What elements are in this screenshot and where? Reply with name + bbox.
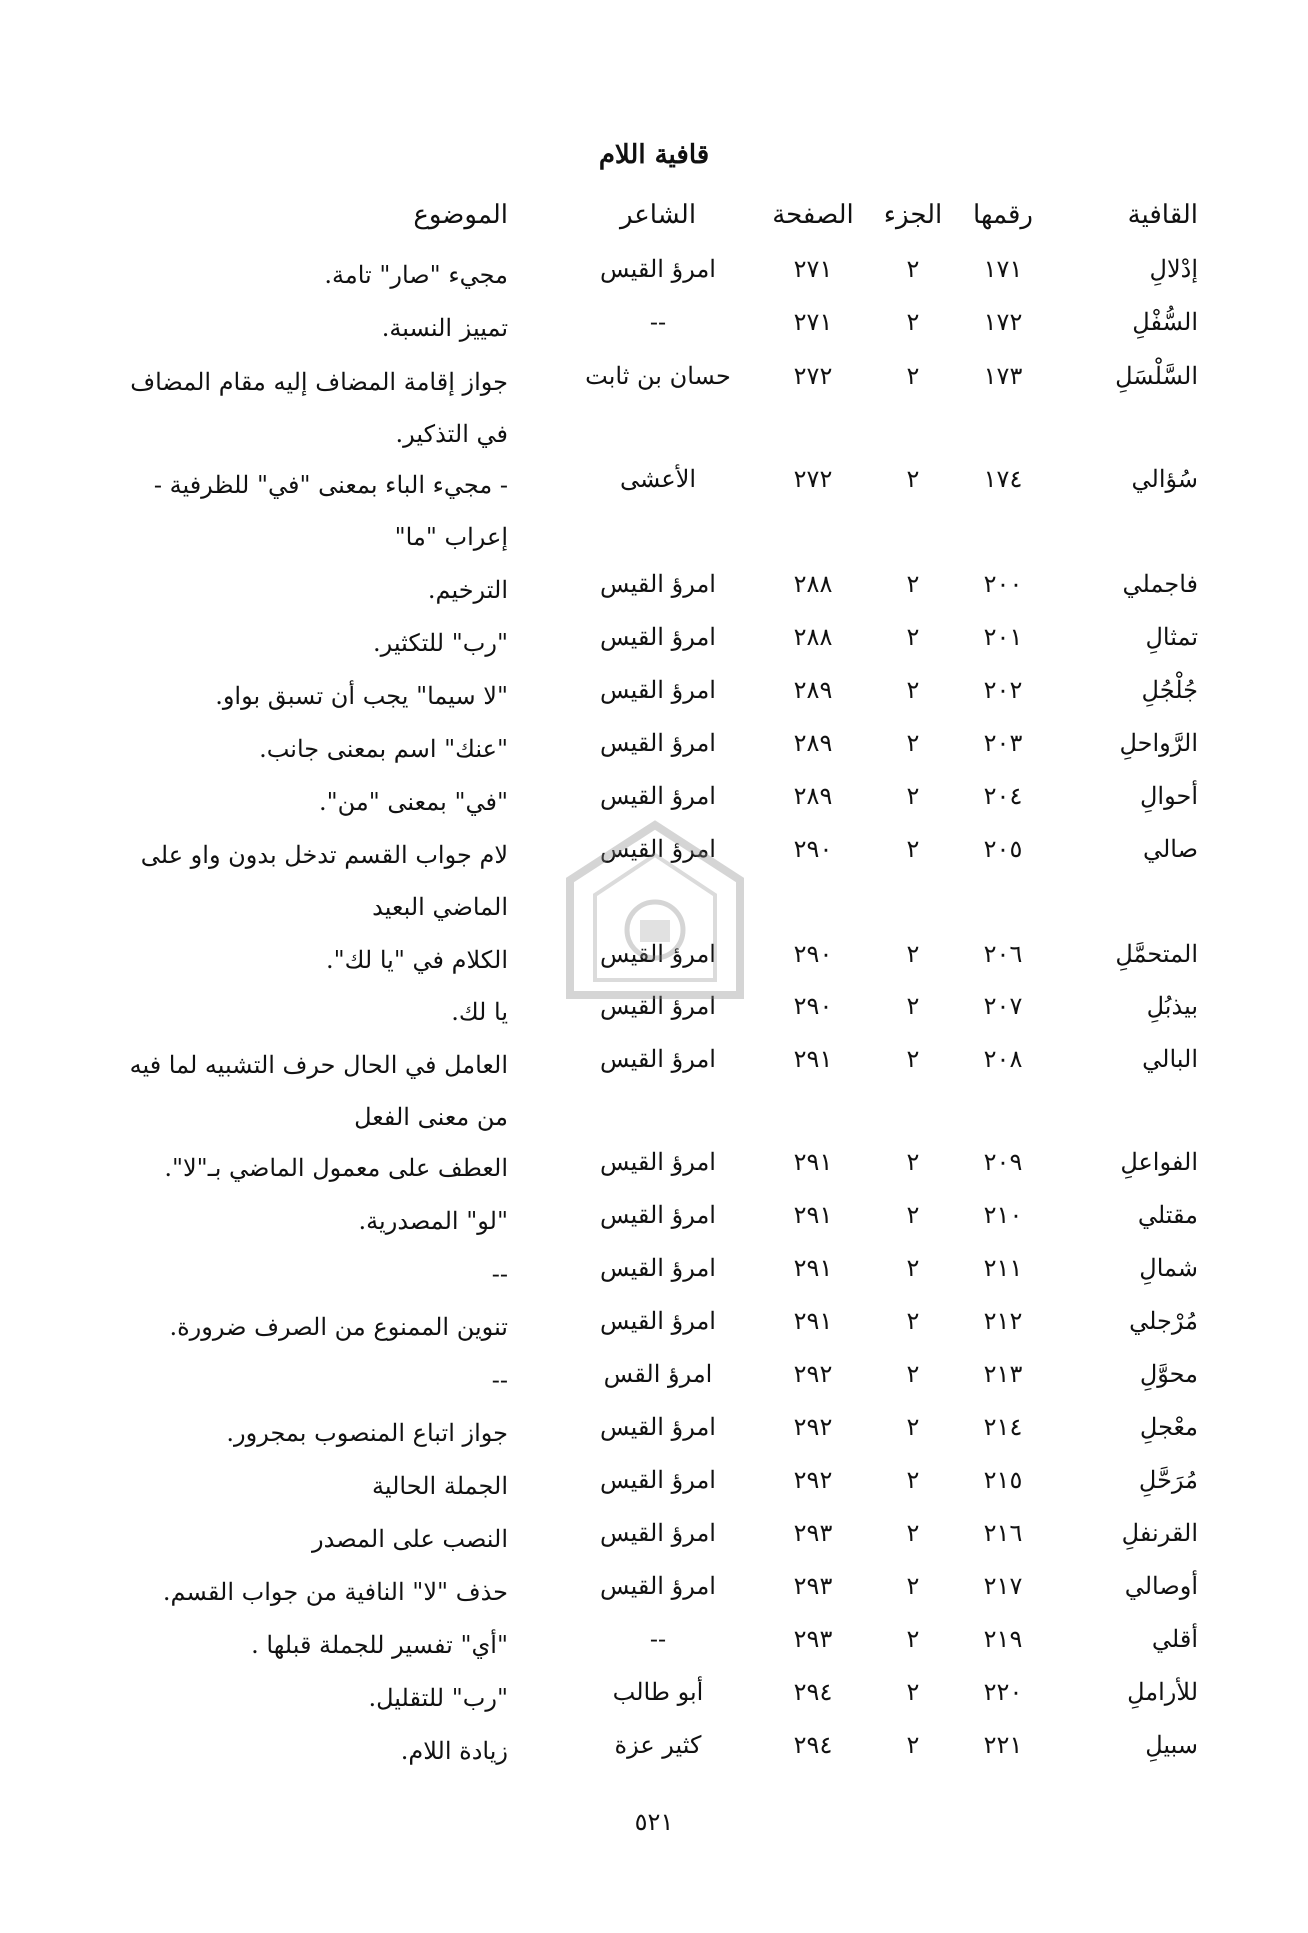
cell-mawdoo: - مجيء الباء بمعنى "في" للظرفية - إعراب "ما" bbox=[153, 471, 508, 551]
cell-mawdoo: "لو" المصدرية. bbox=[358, 1207, 508, 1235]
cell-juz: ٢ bbox=[906, 1466, 920, 1494]
cell-safha: ٢٩١ bbox=[793, 1307, 833, 1335]
cell-mawdoo: العامل في الحال حرف التشبيه لما فيه من معنى الفعل bbox=[129, 1051, 508, 1131]
table-row bbox=[0, 623, 1308, 663]
cell-safha: ٢٩٠ bbox=[793, 835, 833, 863]
cell-mawdoo: حذف "لا" النافية من جواب القسم. bbox=[162, 1578, 508, 1606]
cell-mawdoo: تنوين الممنوع من الصرف ضرورة. bbox=[169, 1313, 508, 1341]
cell-qafiya: مقتلي bbox=[1137, 1201, 1198, 1229]
cell-shaer: الأعشى bbox=[619, 465, 697, 493]
cell-safha: ٢٩٢ bbox=[793, 1466, 833, 1494]
cell-juz: ٢ bbox=[906, 465, 920, 493]
cell-mawdoo: جواز إقامة المضاف إليه مقام المضاف في التذكير. bbox=[130, 368, 508, 448]
cell-qafiya: بيذبُلِ bbox=[1146, 992, 1198, 1020]
cell-mawdoo: "في" بمعنى "من". bbox=[318, 788, 508, 816]
cell-safha: ٢٩٠ bbox=[793, 992, 833, 1020]
cell-juz: ٢ bbox=[906, 623, 920, 651]
cell-qafiya: أحوالِ bbox=[1139, 782, 1198, 810]
table-row bbox=[0, 465, 1308, 551]
cell-safha: ٢٩٢ bbox=[793, 1413, 833, 1441]
cell-safha: ٢٧١ bbox=[793, 308, 833, 336]
table-row bbox=[0, 1045, 1308, 1131]
table-row bbox=[0, 570, 1308, 610]
cell-shaer: امرؤ القيس bbox=[600, 992, 716, 1020]
cell-mawdoo: العطف على معمول الماضي بـ"لا". bbox=[164, 1154, 508, 1182]
table-row bbox=[0, 1148, 1308, 1188]
cell-mawdoo: النصب على المصدر bbox=[312, 1525, 508, 1553]
cell-juz: ٢ bbox=[906, 992, 920, 1020]
cell-qafiya: السُّفْلِ bbox=[1132, 308, 1198, 336]
cell-juz: ٢ bbox=[906, 308, 920, 336]
cell-shaer: امرؤ القيس bbox=[600, 835, 716, 863]
cell-juz: ٢ bbox=[906, 1731, 920, 1759]
cell-raqm: ٢٠٤ bbox=[983, 782, 1023, 810]
cell-mawdoo: "رب" للتكثير. bbox=[373, 629, 508, 657]
cell-raqm: ٢٠١ bbox=[983, 623, 1023, 651]
cell-qafiya: للأراملِ bbox=[1127, 1678, 1198, 1706]
table-row bbox=[0, 362, 1308, 448]
cell-juz: ٢ bbox=[906, 1360, 920, 1388]
cell-juz: ٢ bbox=[906, 1307, 920, 1335]
cell-mawdoo: جواز اتباع المنصوب بمجرور. bbox=[226, 1419, 508, 1447]
table-row bbox=[0, 1731, 1308, 1771]
page-title: قافية اللام bbox=[598, 140, 710, 170]
cell-raqm: ٢١٠ bbox=[983, 1201, 1023, 1229]
table-header bbox=[0, 200, 1308, 240]
cell-juz: ٢ bbox=[906, 1045, 920, 1073]
cell-qafiya: سبيلِ bbox=[1145, 1731, 1198, 1759]
table-row bbox=[0, 782, 1308, 822]
table-row bbox=[0, 676, 1308, 716]
cell-juz: ٢ bbox=[906, 1254, 920, 1282]
cell-qafiya: الفواعلِ bbox=[1120, 1148, 1198, 1176]
table-row bbox=[0, 1307, 1308, 1347]
cell-raqm: ٢١١ bbox=[983, 1254, 1023, 1282]
cell-juz: ٢ bbox=[906, 676, 920, 704]
cell-qafiya: صالي bbox=[1142, 835, 1198, 863]
cell-safha: ٢٨٨ bbox=[793, 623, 833, 651]
cell-raqm: ١٧١ bbox=[983, 255, 1023, 283]
cell-mawdoo: "رب" للتقليل. bbox=[368, 1684, 508, 1712]
cell-shaer: امرؤ القيس bbox=[600, 1572, 716, 1600]
cell-juz: ٢ bbox=[906, 1201, 920, 1229]
cell-safha: ٢٨٩ bbox=[793, 782, 833, 810]
cell-qafiya: البالي bbox=[1142, 1045, 1198, 1073]
cell-shaer: امرؤ القيس bbox=[600, 782, 716, 810]
cell-juz: ٢ bbox=[906, 782, 920, 810]
cell-juz: ٢ bbox=[906, 1678, 920, 1706]
cell-raqm: ١٧٣ bbox=[983, 362, 1023, 390]
cell-mawdoo: مجيء "صار" تامة. bbox=[324, 261, 508, 289]
cell-raqm: ٢١٢ bbox=[983, 1307, 1023, 1335]
cell-qafiya: مُرْجلي bbox=[1129, 1307, 1198, 1335]
cell-qafiya: تمثالِ bbox=[1145, 623, 1198, 651]
header-juz: الجزء bbox=[883, 200, 943, 230]
page-number: ٥٢١ bbox=[634, 1808, 674, 1836]
cell-safha: ٢٩١ bbox=[793, 1254, 833, 1282]
cell-juz: ٢ bbox=[906, 729, 920, 757]
cell-qafiya: السَّلْسَلِ bbox=[1115, 362, 1198, 390]
cell-mawdoo: يا لك. bbox=[451, 998, 508, 1026]
cell-juz: ٢ bbox=[906, 1413, 920, 1441]
cell-raqm: ٢٠٧ bbox=[983, 992, 1023, 1020]
cell-safha: ٢٧٢ bbox=[793, 362, 833, 390]
cell-raqm: ٢٠٣ bbox=[983, 729, 1023, 757]
cell-raqm: ٢٠٨ bbox=[983, 1045, 1023, 1073]
cell-qafiya: جُلْجُلِ bbox=[1141, 676, 1198, 704]
cell-mawdoo: -- bbox=[491, 1366, 508, 1394]
cell-mawdoo: الجملة الحالية bbox=[372, 1472, 508, 1500]
header-safha: الصفحة bbox=[772, 200, 854, 230]
cell-qafiya: محوَّلِ bbox=[1139, 1360, 1198, 1388]
cell-shaer: امرؤ القيس bbox=[600, 729, 716, 757]
cell-shaer: امرؤ القيس bbox=[600, 940, 716, 968]
cell-shaer: امرؤ القيس bbox=[600, 623, 716, 651]
cell-raqm: ٢٠٩ bbox=[983, 1148, 1023, 1176]
cell-mawdoo: -- bbox=[491, 1260, 508, 1288]
cell-juz: ٢ bbox=[906, 255, 920, 283]
cell-safha: ٢٩٢ bbox=[793, 1360, 833, 1388]
cell-qafiya: إدْلالِ bbox=[1149, 255, 1198, 283]
cell-shaer: امرؤ القيس bbox=[600, 570, 716, 598]
cell-shaer: كثير عزة bbox=[614, 1731, 702, 1759]
header-shaer: الشاعر bbox=[619, 200, 697, 230]
cell-qafiya: المتحمَّلِ bbox=[1115, 940, 1198, 968]
cell-raqm: ٢١٩ bbox=[983, 1625, 1023, 1653]
cell-safha: ٢٩١ bbox=[793, 1148, 833, 1176]
cell-raqm: ٢١٣ bbox=[983, 1360, 1023, 1388]
cell-juz: ٢ bbox=[906, 835, 920, 863]
cell-raqm: ٢٢١ bbox=[983, 1731, 1023, 1759]
header-raqm: رقمها bbox=[973, 200, 1033, 230]
cell-mawdoo: "عنك" اسم بمعنى جانب. bbox=[259, 735, 508, 763]
cell-qafiya: شمالِ bbox=[1139, 1254, 1198, 1282]
cell-juz: ٢ bbox=[906, 1519, 920, 1547]
cell-qafiya: سُؤالي bbox=[1131, 465, 1198, 493]
cell-juz: ٢ bbox=[906, 362, 920, 390]
cell-qafiya: معْجلِ bbox=[1139, 1413, 1198, 1441]
cell-shaer: امرؤ القيس bbox=[600, 1148, 716, 1176]
table-row bbox=[0, 1254, 1308, 1294]
cell-juz: ٢ bbox=[906, 940, 920, 968]
header-mawdoo: الموضوع bbox=[413, 200, 508, 230]
cell-shaer: امرؤ القيس bbox=[600, 1413, 716, 1441]
cell-raqm: ٢١٤ bbox=[983, 1413, 1023, 1441]
table-row bbox=[0, 729, 1308, 769]
cell-shaer: امرؤ القيس bbox=[600, 1201, 716, 1229]
cell-safha: ٢٩٤ bbox=[793, 1678, 833, 1706]
cell-shaer: امرؤ القس bbox=[603, 1360, 713, 1388]
cell-qafiya: القرنفلِ bbox=[1121, 1519, 1198, 1547]
cell-raqm: ١٧٤ bbox=[983, 465, 1023, 493]
cell-qafiya: مُرَحَّلِ bbox=[1138, 1466, 1198, 1494]
cell-raqm: ٢٠٢ bbox=[983, 676, 1023, 704]
cell-qafiya: أقلي bbox=[1151, 1625, 1198, 1653]
cell-raqm: ٢٠٥ bbox=[983, 835, 1023, 863]
table-row bbox=[0, 1413, 1308, 1453]
cell-shaer: امرؤ القيس bbox=[600, 676, 716, 704]
table-row bbox=[0, 1572, 1308, 1612]
cell-shaer: امرؤ القيس bbox=[600, 1045, 716, 1073]
cell-raqm: ٢٠٠ bbox=[983, 570, 1023, 598]
table-row bbox=[0, 1466, 1308, 1506]
cell-safha: ٢٩١ bbox=[793, 1045, 833, 1073]
cell-shaer: -- bbox=[649, 1625, 667, 1653]
cell-shaer: امرؤ القيس bbox=[600, 1307, 716, 1335]
table-row bbox=[0, 308, 1308, 348]
cell-raqm: ٢١٦ bbox=[983, 1519, 1023, 1547]
cell-mawdoo: "أي" تفسير للجملة قبلها . bbox=[251, 1631, 508, 1659]
cell-qafiya: الرَّواحلِ bbox=[1119, 729, 1198, 757]
cell-mawdoo: زيادة اللام. bbox=[400, 1737, 508, 1765]
cell-qafiya: أوصالي bbox=[1124, 1572, 1198, 1600]
cell-safha: ٢٨٨ bbox=[793, 570, 833, 598]
table-row bbox=[0, 1360, 1308, 1400]
cell-safha: ٢٨٩ bbox=[793, 676, 833, 704]
table-row bbox=[0, 1625, 1308, 1665]
cell-raqm: ٢٠٦ bbox=[983, 940, 1023, 968]
cell-safha: ٢٩٣ bbox=[793, 1572, 833, 1600]
emblem-watermark-icon bbox=[540, 820, 770, 1010]
cell-mawdoo: تمييز النسبة. bbox=[381, 314, 508, 342]
table-row bbox=[0, 1519, 1308, 1559]
cell-safha: ٢٩٣ bbox=[793, 1625, 833, 1653]
cell-safha: ٢٨٩ bbox=[793, 729, 833, 757]
cell-safha: ٢٩١ bbox=[793, 1201, 833, 1229]
cell-safha: ٢٩٠ bbox=[793, 940, 833, 968]
cell-mawdoo: الكلام في "يا لك". bbox=[325, 946, 508, 974]
cell-qafiya: فاجملي bbox=[1122, 570, 1198, 598]
cell-shaer: امرؤ القيس bbox=[600, 1466, 716, 1494]
cell-shaer: امرؤ القيس bbox=[600, 1254, 716, 1282]
cell-shaer: امرؤ القيس bbox=[600, 1519, 716, 1547]
cell-juz: ٢ bbox=[906, 570, 920, 598]
table-row bbox=[0, 1678, 1308, 1718]
cell-shaer: حسان بن ثابت bbox=[585, 362, 731, 390]
cell-shaer: امرؤ القيس bbox=[600, 255, 716, 283]
cell-raqm: ٢٢٠ bbox=[983, 1678, 1023, 1706]
table-row bbox=[0, 255, 1308, 295]
cell-safha: ٢٩٣ bbox=[793, 1519, 833, 1547]
header-qafiya: القافية bbox=[1127, 200, 1198, 230]
cell-mawdoo: "لا سيما" يجب أن تسبق بواو. bbox=[215, 682, 508, 710]
cell-safha: ٢٧١ bbox=[793, 255, 833, 283]
cell-raqm: ٢١٥ bbox=[983, 1466, 1023, 1494]
cell-mawdoo: لام جواب القسم تدخل بدون واو على الماضي البعيد bbox=[140, 841, 508, 921]
cell-juz: ٢ bbox=[906, 1572, 920, 1600]
cell-shaer: -- bbox=[649, 308, 667, 336]
cell-safha: ٢٩٤ bbox=[793, 1731, 833, 1759]
cell-mawdoo: الترخيم. bbox=[427, 576, 508, 604]
cell-raqm: ١٧٢ bbox=[983, 308, 1023, 336]
cell-juz: ٢ bbox=[906, 1148, 920, 1176]
cell-raqm: ٢١٧ bbox=[983, 1572, 1023, 1600]
cell-safha: ٢٧٢ bbox=[793, 465, 833, 493]
cell-shaer: أبو طالب bbox=[612, 1678, 704, 1706]
table-row bbox=[0, 1201, 1308, 1241]
cell-juz: ٢ bbox=[906, 1625, 920, 1653]
